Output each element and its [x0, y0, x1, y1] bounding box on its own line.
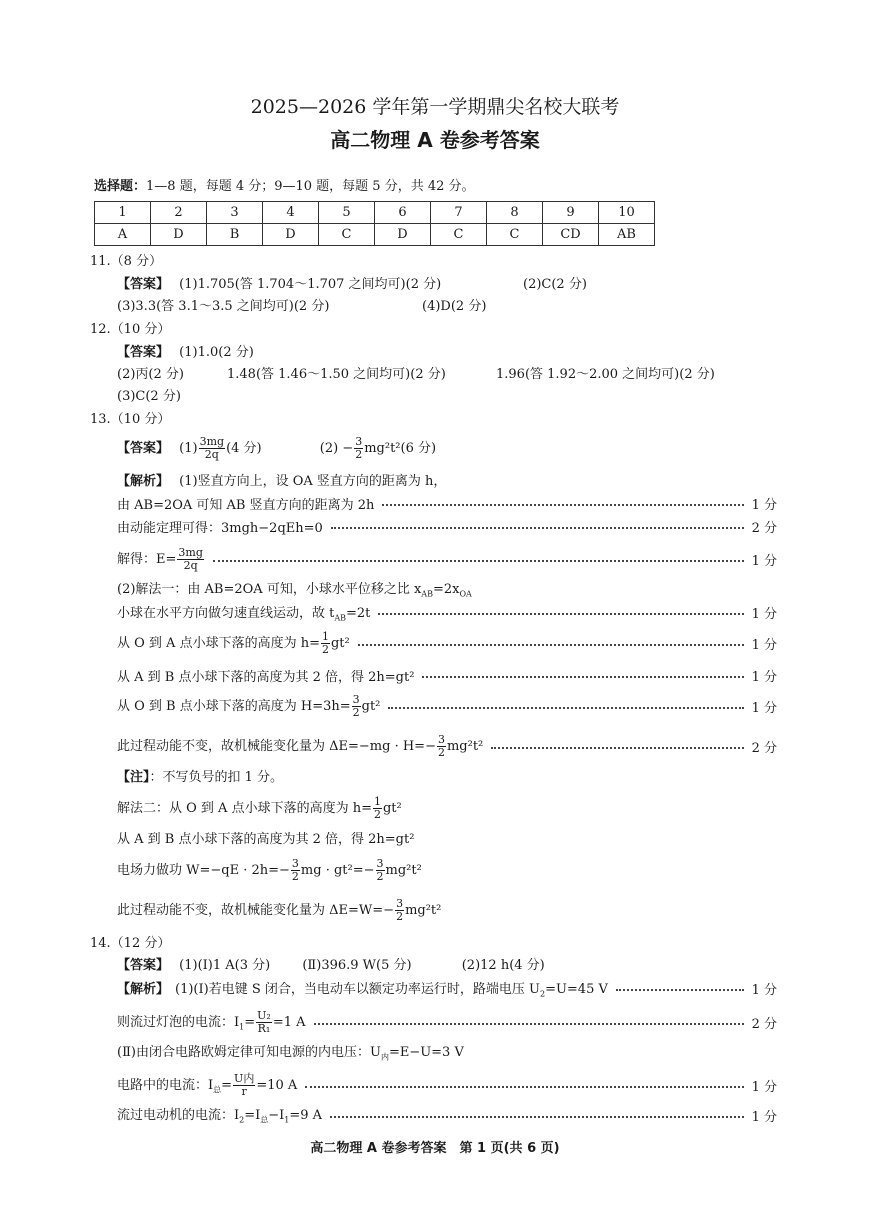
- q13-step: [117, 492, 777, 514]
- q13-method2-line-4: [117, 897, 441, 925]
- dot-leader: [331, 527, 744, 529]
- numerator: 3: [355, 435, 363, 448]
- step-text: [117, 547, 205, 572]
- denominator: 2: [437, 745, 445, 759]
- choice-label: 选择题：: [94, 179, 147, 194]
- q13-step: [117, 515, 777, 537]
- formula-prefix: (1)(Ⅰ)若电键 S 闭合，当电动车以额定功率运行时，路端电压 U: [175, 981, 540, 997]
- denominator: 2: [396, 910, 404, 923]
- fraction: [376, 858, 385, 883]
- dot-leader: [491, 747, 743, 749]
- formula-prefix: 解法二：从 O 到 A 点小球下落的高度为 h=: [117, 801, 372, 816]
- denominator: 2: [355, 448, 363, 461]
- q13-step: [117, 664, 777, 686]
- fraction: [177, 547, 203, 572]
- q12-answer-4: 1.96(答 1.92～2.00 之间均可)(2 分): [496, 367, 715, 382]
- q14-step: [117, 1104, 777, 1126]
- q13-step: [117, 601, 777, 623]
- numerator: 3mg: [199, 435, 225, 448]
- q14-step: [117, 977, 777, 999]
- formula-prefix: 流过电动机的电流：I: [117, 1108, 240, 1124]
- q13-heading: 13.（10 分）: [90, 412, 171, 427]
- formula-prefix: 电场力做功 W=−qE · 2h=−: [117, 863, 290, 878]
- answer-cell: AB: [599, 224, 655, 246]
- q13-ans1-score: (4 分): [226, 441, 262, 456]
- step-score: 1 分: [751, 982, 777, 998]
- q13-ans2-prefix: (2) −: [319, 441, 354, 456]
- subscript: AB: [421, 589, 433, 599]
- q14-step: [117, 1070, 777, 1100]
- q13-method2-line-2: 从 A 到 B 点小球下落的高度为其 2 倍，得 2h=gt²: [117, 832, 415, 847]
- numerator: 1: [321, 629, 329, 643]
- answer-cell: D: [151, 224, 207, 246]
- step-score: 2 分: [751, 520, 777, 536]
- formula-suffix: =E−U=3 V: [388, 1045, 464, 1060]
- note-tag: 【注】: [117, 770, 150, 785]
- step-text: [117, 694, 380, 719]
- subscript: 1: [284, 1115, 290, 1125]
- q13-note: [117, 769, 283, 787]
- question-number-cell: 3: [207, 202, 263, 224]
- q12-heading: 12.（10 分）: [90, 322, 171, 337]
- formula-prefix: (Ⅱ)由闭合电路欧姆定律可知电源的内电压：U: [117, 1045, 381, 1060]
- dot-leader: [616, 989, 744, 991]
- q12-answer-3: 1.48(答 1.46～1.50 之间均可)(2 分): [227, 367, 446, 382]
- fraction: [437, 734, 446, 759]
- analysis-tag: 【解析】: [117, 474, 170, 489]
- step-score: 2 分: [751, 740, 777, 756]
- exam-title: 2025—2026 学年第一学期鼎尖名校大联考: [250, 96, 620, 118]
- q11-answer-2: (2)C(2 分): [523, 277, 587, 292]
- denominator: R₁: [257, 1021, 271, 1035]
- fraction: [395, 898, 404, 923]
- choice-section-heading: [94, 178, 475, 196]
- formula-middle: −I: [268, 1108, 285, 1124]
- formula-suffix: gt²: [361, 698, 381, 714]
- q14-answer-2: (Ⅱ)396.9 W(5 分): [302, 958, 412, 973]
- numerator: 3: [291, 857, 299, 870]
- subscript: 2: [239, 1115, 245, 1125]
- denominator: 2: [376, 870, 384, 883]
- dot-leader: [213, 560, 744, 562]
- numerator: 3: [352, 692, 360, 706]
- answer-cell: B: [207, 224, 263, 246]
- fraction: [256, 1010, 272, 1035]
- analysis-tag: 【解析】: [117, 981, 170, 997]
- q13-step: [117, 545, 777, 573]
- question-number-cell: 2: [151, 202, 207, 224]
- fraction: [321, 631, 330, 656]
- question-number-cell: 4: [263, 202, 319, 224]
- method-text: (2)解法一：由 AB=2OA 可知，小球水平位移之比 x: [117, 582, 422, 597]
- answer-key-title: 高二物理 A 卷参考答案: [330, 128, 540, 152]
- answer-cell: D: [263, 224, 319, 246]
- answer-cell: C: [431, 224, 487, 246]
- fraction: [199, 436, 225, 461]
- subscript: 1: [239, 1022, 245, 1032]
- answer-cell: D: [375, 224, 431, 246]
- step-text: [117, 631, 350, 656]
- answer-row: [95, 224, 655, 246]
- q11-answer-3: (3)3.3(答 3.1～3.5 之间均可)(2 分): [117, 299, 330, 314]
- step-score: 1 分: [751, 669, 777, 685]
- denominator: 2: [373, 808, 381, 821]
- formula-prefix: 小球在水平方向做匀速直线运动，故 t: [117, 605, 335, 621]
- step-text: [117, 1010, 306, 1035]
- formula-prefix: 此过程动能不变，故机械能变化量为 ΔE=−mg · H=−: [117, 738, 436, 754]
- question-number-cell: 9: [543, 202, 599, 224]
- denominator: 2q: [183, 558, 198, 572]
- denominator: r: [241, 1084, 247, 1098]
- formula-suffix: mg²t²: [385, 863, 422, 878]
- step-text: [117, 1104, 322, 1126]
- note-text: ：不写负号的扣 1 分。: [149, 770, 284, 785]
- numerator: 3: [376, 857, 384, 870]
- subscript: 总: [213, 1085, 222, 1095]
- step-text: [117, 1073, 297, 1098]
- step-text: 从 A 到 B 点小球下落的高度为其 2 倍，得 2h=gt²: [117, 669, 415, 685]
- step-text: [117, 602, 370, 623]
- fraction: [233, 1073, 255, 1098]
- numerator: U₂: [257, 1008, 271, 1022]
- q14-answer-1: (1)(Ⅰ)1 A(3 分): [179, 958, 271, 973]
- question-number-cell: 8: [487, 202, 543, 224]
- step-score: 1 分: [751, 497, 777, 513]
- numerator: 3: [437, 732, 445, 746]
- question-number-cell: 7: [431, 202, 487, 224]
- formula-middle: =I: [244, 1108, 261, 1124]
- question-number-cell: 10: [599, 202, 655, 224]
- formula-suffix: =1 A: [272, 1014, 306, 1030]
- denominator: 2q: [204, 448, 219, 461]
- subscript: OA: [459, 589, 472, 599]
- formula-suffix: =10 A: [256, 1077, 298, 1093]
- dot-leader: [314, 1023, 744, 1025]
- formula-suffix: gt²: [382, 801, 402, 816]
- q12-answer-line-1: [117, 344, 254, 362]
- dot-leader: [382, 504, 743, 506]
- numerator: U内: [234, 1071, 255, 1085]
- fraction: [354, 436, 363, 461]
- step-text: 由动能定理可得：3mgh−2qEh=0: [117, 520, 323, 536]
- formula-suffix: mg²t²: [446, 738, 484, 754]
- q12-answer-5: (3)C(2 分): [117, 389, 181, 404]
- q14-step: [117, 1007, 777, 1037]
- dot-leader: [358, 644, 744, 646]
- denominator: 2: [291, 870, 299, 883]
- subscript: 内: [380, 1052, 389, 1062]
- q13-ans1-prefix: (1): [179, 441, 198, 456]
- q13-step: [117, 692, 777, 720]
- step-score: 1 分: [751, 637, 777, 653]
- denominator: 2: [352, 705, 360, 719]
- page-footer: 高二物理 A 卷参考答案 第 1 页(共 6 页): [310, 1141, 560, 1156]
- subscript: 总: [260, 1115, 269, 1125]
- formula-prefix: 此过程动能不变，故机械能变化量为 ΔE=W=−: [117, 903, 395, 918]
- fraction: [373, 796, 382, 821]
- formula-suffix: mg²t²: [405, 903, 442, 918]
- step-score: 2 分: [751, 1016, 777, 1032]
- q14-heading: 14.（12 分）: [90, 936, 171, 951]
- dot-leader: [378, 613, 743, 615]
- dot-leader: [330, 1116, 744, 1118]
- q14-internal-voltage: [117, 1044, 464, 1067]
- answer-cell: C: [487, 224, 543, 246]
- formula-prefix: 从 O 到 B 点小球下落的高度为 H=3h=: [117, 698, 351, 714]
- q13-method2-line-3: [117, 857, 422, 885]
- q12-answer-2: (2)丙(2 分): [117, 367, 184, 382]
- formula-middle: mg · gt²=−: [300, 863, 375, 878]
- answer-tag: 【答案】: [117, 441, 170, 456]
- answer-tag: 【答案】: [117, 958, 170, 973]
- subscript: AB: [334, 613, 347, 623]
- q13-ans2-score: mg²t²(6 分): [364, 441, 437, 456]
- method-text: =2x: [432, 582, 460, 597]
- step-score: 1 分: [751, 553, 777, 569]
- step-text: [117, 734, 483, 759]
- q13-step: [117, 732, 777, 760]
- q14-answer-line: [117, 957, 545, 975]
- formula-suffix: gt²: [330, 635, 350, 651]
- question-number-cell: 1: [95, 202, 151, 224]
- answer-tag: 【答案】: [117, 277, 170, 292]
- question-number-cell: 6: [375, 202, 431, 224]
- question-number-row: [95, 202, 655, 224]
- answer-cell: C: [319, 224, 375, 246]
- numerator: 3: [396, 897, 404, 910]
- step-text: 由 AB=2OA 可知 AB 竖直方向的距离为 2h: [117, 497, 375, 513]
- answer-tag: 【答案】: [117, 345, 170, 360]
- q13-analysis-line-1: [117, 473, 446, 491]
- step-score: 1 分: [751, 700, 777, 716]
- numerator: 1: [373, 795, 381, 808]
- dot-leader: [388, 707, 743, 709]
- choice-description: 1—8 题，每题 4 分；9—10 题，每题 5 分，共 42 分。: [146, 179, 475, 194]
- dot-leader: [305, 1086, 743, 1088]
- formula-suffix: =U=45 V: [545, 981, 608, 997]
- formula-suffix: =2t: [346, 605, 371, 621]
- choice-answer-table: [94, 201, 655, 246]
- equals-sign: =: [221, 1077, 233, 1093]
- q13-method2-line-1: [117, 795, 402, 823]
- step-score: 1 分: [751, 606, 777, 622]
- q11-answer-4: (4)D(2 分): [422, 299, 487, 314]
- step-score: 1 分: [751, 1109, 777, 1125]
- q12-answer-1: (1)1.0(2 分): [179, 345, 254, 360]
- numerator: 3mg: [178, 545, 203, 559]
- fraction: [291, 858, 300, 883]
- formula-prefix: 从 O 到 A 点小球下落的高度为 h=: [117, 635, 320, 651]
- formula-prefix: 则流过灯泡的电流：I: [117, 1014, 240, 1030]
- answer-cell: A: [95, 224, 151, 246]
- subscript: 2: [539, 989, 546, 999]
- equals-sign: =: [244, 1014, 256, 1030]
- analysis-text: (1)竖直方向上，设 OA 竖直方向的距离为 h，: [179, 474, 447, 489]
- q13-answer-line: [117, 436, 436, 462]
- answer-cell: CD: [543, 224, 599, 246]
- fraction: [352, 694, 361, 719]
- question-number-cell: 5: [319, 202, 375, 224]
- step-text: [117, 978, 608, 999]
- q11-heading: 11.（8 分）: [90, 254, 163, 269]
- q14-answer-3: (2)12 h(4 分): [461, 958, 545, 973]
- formula-prefix: 解得：E=: [117, 551, 177, 567]
- q13-step: [117, 629, 777, 657]
- q11-answer-line-1: [117, 276, 441, 294]
- formula-suffix: =9 A: [289, 1108, 323, 1124]
- formula-prefix: 电路中的电流：I: [117, 1077, 214, 1093]
- denominator: 2: [321, 642, 329, 656]
- dot-leader: [422, 676, 743, 678]
- step-score: 1 分: [751, 1079, 777, 1095]
- q11-answer-1: (1)1.705(答 1.704～1.707 之间均可)(2 分): [179, 277, 442, 292]
